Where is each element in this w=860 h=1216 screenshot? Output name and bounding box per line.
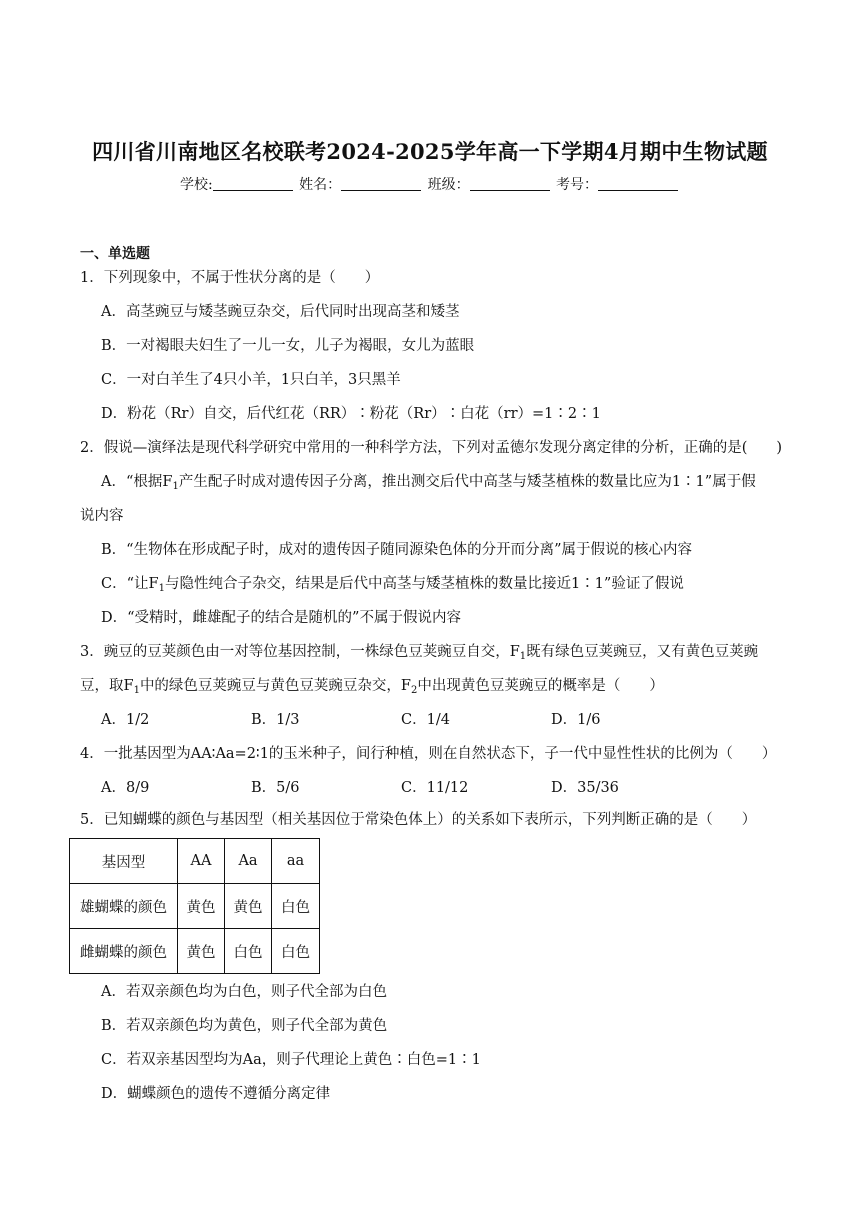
q2-option-b: B．“生物体在形成配子时，成对的遗传因子随同源染色体的分开而分离”属于假说的核心内容 (101, 542, 692, 558)
q5-stem: 5．已知蝴蝶的颜色与基因型（相关基因位于常染色体上）的关系如下表所示，下列判断正确的是（ ） (80, 812, 757, 828)
name-blank[interactable] (341, 190, 421, 191)
q2-stem: 2．假说—演绎法是现代科学研究中常用的一种科学方法，下列对孟德尔发现分离定律的分析，正确的是( ) (80, 440, 783, 456)
q1-option-d: D．粉花（Rr）自交，后代红花（RR）∶粉花（Rr）∶白花（rr）=1∶2∶1 (101, 406, 601, 422)
q1-stem: 1．下列现象中，不属于性状分离的是（ ） (80, 270, 380, 286)
q4-option-b: B．5/6 (251, 780, 300, 796)
q2-option-a: A．“根据$F_1$产生配子时成对遗传因子分离，推出测交后代中高茎与矮茎植株的数量比应为1∶1”属于假 (101, 474, 756, 492)
q4-option-d: D．35/36 (551, 780, 619, 796)
q2-option-a-cont: 说内容 (80, 508, 124, 524)
table-cell: AA (178, 839, 225, 884)
class-blank[interactable] (470, 190, 550, 191)
table-cell: 黄色 (178, 884, 225, 929)
q2-option-c: C．“让$F_1$与隐性纯合子杂交，结果是后代中高茎与矮茎植株的数量比接近1∶1”验证了假说 (101, 576, 684, 594)
school-label: 学校: (179, 177, 213, 193)
class-label: 班级： (427, 177, 470, 193)
school-blank[interactable] (213, 190, 293, 191)
q3-option-d: D．1/6 (551, 712, 601, 728)
q4-option-a: A．8/9 (101, 780, 150, 796)
q1-option-b: B．一对褐眼夫妇生了一儿一女，儿子为褐眼，女儿为蓝眼 (101, 338, 475, 354)
q3-stem-line2: 豆，取$F_1$中的绿色豆荚豌豆与黄色豆荚豌豆杂交，$F_2$中出现黄色豆荚豌豆的概率是（ ） (80, 678, 664, 696)
table-header-row (70, 839, 320, 884)
q1-option-c: C．一对白羊生了4只小羊，1只白羊，3只黑羊 (101, 372, 401, 388)
table-cell: Aa (225, 839, 272, 884)
q5-option-b: B．若双亲颜色均为黄色，则子代全部为黄色 (101, 1018, 388, 1034)
genotype-color-table (69, 838, 320, 974)
q4-option-c: C．11/12 (401, 780, 469, 796)
q3-option-a: A．1/2 (101, 712, 150, 728)
table-cell: 黄色 (178, 929, 225, 974)
table-cell: aa (272, 839, 320, 884)
table-cell: 黄色 (225, 884, 272, 929)
q3-option-b: B．1/3 (251, 712, 300, 728)
table-row (70, 929, 320, 974)
table-cell: 基因型 (70, 839, 178, 884)
exam-no-label: 考号： (556, 177, 599, 193)
q2-option-d: D．“受精时，雌雄配子的结合是随机的”不属于假说内容 (101, 610, 461, 626)
table-cell: 白色 (225, 929, 272, 974)
name-label: 姓名： (299, 177, 342, 193)
q3-option-c: C．1/4 (401, 712, 450, 728)
q4-stem: 4．一批基因型为AA∶Aa=2∶1的玉米种子，间行种植，则在自然状态下，子一代中显性性状的比例为（ ） (80, 746, 777, 762)
q4-options (101, 778, 701, 798)
table-cell: 雌蝴蝶的颜色 (70, 929, 178, 974)
student-info-line (0, 174, 860, 194)
exam-no-blank[interactable] (598, 190, 678, 191)
table-row (70, 884, 320, 929)
q3-options (101, 710, 701, 730)
page-title: 四川省川南地区名校联考2024-2025学年高一下学期4月期中生物试题 (92, 139, 768, 164)
q1-option-a: A．高茎豌豆与矮茎豌豆杂交，后代同时出现高茎和矮茎 (101, 304, 460, 320)
q5-option-d: D．蝴蝶颜色的遗传不遵循分离定律 (101, 1086, 331, 1102)
table-cell: 雄蝴蝶的颜色 (70, 884, 178, 929)
q5-option-c: C．若双亲基因型均为Aa，则子代理论上黄色∶白色=1∶1 (101, 1052, 481, 1068)
table-cell: 白色 (272, 884, 320, 929)
q3-stem-line1: 3．豌豆的豆荚颜色由一对等位基因控制，一株绿色豆荚豌豆自交，$F_1$既有绿色豆荚豌豆，又有黄色豆荚豌 (80, 644, 759, 662)
table-cell: 白色 (272, 929, 320, 974)
q5-option-a: A．若双亲颜色均为白色，则子代全部为白色 (101, 984, 387, 1000)
section-heading: 一、单选题 (80, 246, 150, 262)
